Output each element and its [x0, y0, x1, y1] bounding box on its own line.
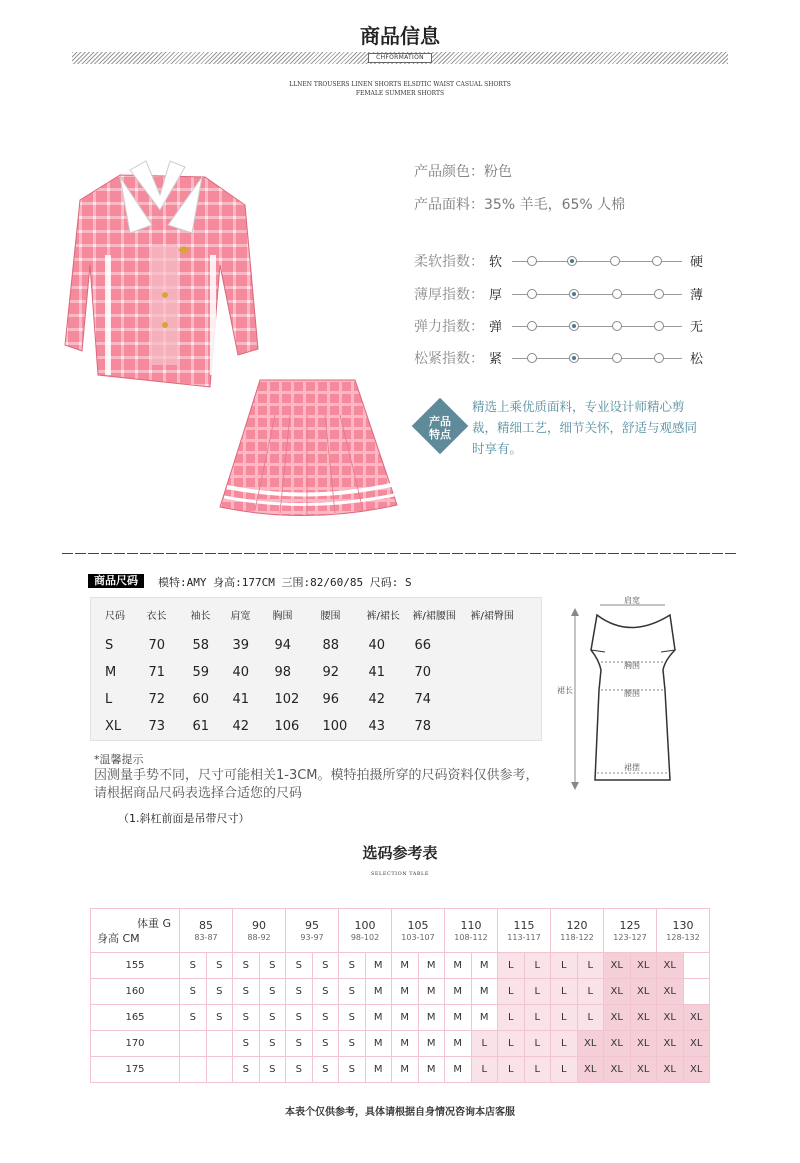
thickness-index — [414, 284, 714, 304]
size-cell: L — [524, 1031, 551, 1057]
index-high: 无 — [690, 320, 704, 335]
cell-size: M — [105, 665, 117, 681]
size-cell: S — [259, 953, 286, 979]
index-dot — [652, 256, 662, 266]
index-dot — [654, 289, 664, 299]
size-cell: S — [339, 979, 366, 1005]
size-cell: S — [180, 953, 207, 979]
cell: 72 — [148, 692, 166, 708]
size-cell: XL — [657, 1005, 684, 1031]
tightness-index — [414, 348, 714, 368]
size-cell: M — [418, 953, 445, 979]
size-cell: M — [418, 979, 445, 1005]
size-cell: L — [551, 953, 578, 979]
size-cell: XL — [657, 1057, 684, 1083]
size-cell — [683, 979, 710, 1005]
weight-header — [657, 909, 710, 953]
cell: 42 — [232, 719, 250, 735]
cell — [467, 659, 542, 686]
height-value: 175 — [91, 1057, 180, 1083]
size-cell: M — [445, 1057, 472, 1083]
size-cell: M — [365, 1031, 392, 1057]
cell: 40 — [368, 637, 386, 653]
index-dot — [610, 256, 620, 266]
size-cell — [180, 1057, 207, 1083]
index-scale — [512, 256, 682, 266]
size-cell: L — [524, 953, 551, 979]
index-low: 厚 — [489, 288, 503, 303]
selection-row — [91, 979, 710, 1005]
size-cell — [206, 1057, 233, 1083]
product-skirt-image — [215, 375, 400, 525]
size-cell: XL — [630, 953, 657, 979]
cell: 40 — [232, 665, 250, 681]
table-row — [91, 713, 542, 740]
index-dot — [654, 321, 664, 331]
weight-value: 95 — [305, 918, 319, 932]
feature-description: 精选上乘优质面料，专业设计师精心剪裁，精细工艺，细节关怀，舒适与观感同时享有。 — [472, 399, 698, 456]
size-section-tag: 商品尺码 — [88, 574, 144, 588]
cell: 100 — [322, 719, 348, 735]
header-subtitle — [0, 80, 800, 98]
header-subtitle-line-2: FEMALE SUMMER SHORTS — [355, 90, 445, 97]
size-cell: L — [551, 1005, 578, 1031]
size-cell: S — [286, 979, 313, 1005]
size-cell: L — [498, 1005, 525, 1031]
weight-range: 83-87 — [194, 932, 218, 942]
elasticity-index — [414, 316, 714, 336]
index-dot — [527, 321, 537, 331]
selection-row — [91, 1057, 710, 1083]
size-cell: M — [365, 979, 392, 1005]
index-dot — [612, 289, 622, 299]
size-cell: S — [312, 1057, 339, 1083]
size-cell: S — [259, 1005, 286, 1031]
size-cell: S — [312, 953, 339, 979]
size-cell: XL — [657, 979, 684, 1005]
cell: 66 — [414, 637, 432, 653]
size-cell: XL — [577, 1031, 604, 1057]
size-cell: S — [339, 1031, 366, 1057]
size-cell: L — [524, 1057, 551, 1083]
size-cell — [206, 1031, 233, 1057]
col-header: 裤/裙腰围 — [412, 611, 456, 623]
index-dot — [527, 353, 537, 363]
size-cell: S — [233, 953, 260, 979]
size-cell: S — [312, 1005, 339, 1031]
size-cell — [180, 1031, 207, 1057]
cell: 102 — [274, 692, 300, 708]
index-dot — [612, 321, 622, 331]
size-cell: M — [418, 1005, 445, 1031]
size-cell: S — [259, 979, 286, 1005]
weight-header — [392, 909, 445, 953]
weight-range: 128-132 — [666, 932, 700, 942]
size-cell: S — [233, 1005, 260, 1031]
size-cell: S — [233, 1057, 260, 1083]
section-divider — [62, 553, 738, 554]
index-scale — [512, 321, 682, 331]
size-cell: M — [445, 1031, 472, 1057]
size-cell: S — [286, 1057, 313, 1083]
weight-header — [233, 909, 286, 953]
index-high: 松 — [690, 352, 704, 367]
weight-range: 108-112 — [454, 932, 488, 942]
size-cell: L — [471, 1031, 498, 1057]
weight-range: 88-92 — [247, 932, 271, 942]
size-cell: XL — [604, 1031, 631, 1057]
size-cell: S — [259, 1057, 286, 1083]
size-cell: S — [312, 979, 339, 1005]
index-dot — [527, 256, 537, 266]
weight-value: 90 — [252, 918, 266, 932]
softness-index — [414, 251, 714, 271]
col-header: 裤/裙臀围 — [470, 611, 514, 623]
cell-size: L — [105, 692, 113, 708]
size-cell: XL — [630, 1005, 657, 1031]
size-cell: M — [392, 1057, 419, 1083]
height-value: 160 — [91, 979, 180, 1005]
size-cell: S — [312, 1031, 339, 1057]
size-cell: XL — [604, 1057, 631, 1083]
col-header: 腰围 — [320, 611, 341, 623]
size-cell: L — [551, 1057, 578, 1083]
index-high: 硬 — [690, 255, 704, 270]
height-value: 155 — [91, 953, 180, 979]
size-cell: S — [206, 953, 233, 979]
cell: 60 — [192, 692, 210, 708]
size-cell: XL — [577, 1057, 604, 1083]
weight-range: 113-117 — [507, 932, 541, 942]
index-label: 弹力指数： — [414, 319, 484, 335]
page-title: 商品信息 — [360, 24, 440, 48]
cell-size: S — [105, 637, 114, 653]
product-jacket-image — [60, 155, 265, 395]
cell: 58 — [192, 637, 210, 653]
index-scale — [512, 289, 682, 299]
weight-value: 120 — [566, 918, 588, 932]
size-cell: L — [471, 1057, 498, 1083]
cell: 71 — [148, 665, 166, 681]
size-cell: L — [524, 979, 551, 1005]
table-row — [91, 686, 542, 713]
weight-value: 110 — [460, 918, 482, 932]
size-cell: M — [365, 1005, 392, 1031]
cell — [467, 632, 542, 659]
table-row — [91, 632, 542, 659]
size-cell — [683, 953, 710, 979]
size-cell: S — [233, 979, 260, 1005]
col-header: 胸围 — [272, 611, 293, 623]
cell: 43 — [368, 719, 386, 735]
size-cell: M — [445, 979, 472, 1005]
weight-range: 118-122 — [560, 932, 594, 942]
size-cell: M — [445, 1005, 472, 1031]
col-header: 肩宽 — [230, 611, 251, 623]
index-dot-selected — [569, 289, 579, 299]
tip-title: *温馨提示 — [94, 753, 144, 766]
size-cell: S — [339, 1057, 366, 1083]
height-value: 170 — [91, 1031, 180, 1057]
corner-height: 身高 CM — [97, 932, 140, 945]
tip-note: （1.斜杠前面是吊带尺寸） — [118, 812, 250, 825]
index-dot-selected — [569, 353, 579, 363]
cell: 70 — [414, 665, 432, 681]
cell: 61 — [192, 719, 210, 735]
index-low: 紧 — [489, 352, 503, 367]
col-header: 袖长 — [190, 611, 211, 623]
selection-footer: 本表个仅供参考，具体请根据自身情况咨询本店客服 — [285, 1107, 515, 1118]
weight-header — [445, 909, 498, 953]
size-cell: M — [365, 1057, 392, 1083]
size-cell: XL — [683, 1005, 710, 1031]
cell: 73 — [148, 719, 166, 735]
size-cell: L — [577, 953, 604, 979]
corner-weight: 体重 G — [136, 917, 171, 930]
index-dot-selected — [567, 256, 577, 266]
label-chest: 胸围 — [624, 661, 640, 670]
col-header: 裤/裙长 — [366, 611, 400, 623]
size-cell: S — [339, 953, 366, 979]
table-row — [91, 659, 542, 686]
index-low: 弹 — [489, 320, 503, 335]
selection-subtitle: SELECTION TABLE — [370, 871, 430, 877]
weight-range: 103-107 — [401, 932, 435, 942]
size-cell: M — [392, 1031, 419, 1057]
weight-range: 123-127 — [613, 932, 647, 942]
cell: 39 — [232, 637, 250, 653]
height-value: 165 — [91, 1005, 180, 1031]
size-cell: XL — [604, 953, 631, 979]
measurement-diagram — [555, 590, 715, 790]
size-table-header — [91, 598, 542, 632]
label-hem: 裙摆 — [624, 763, 640, 772]
corner-cell — [91, 909, 180, 953]
cell: 106 — [274, 719, 300, 735]
size-cell: L — [498, 1057, 525, 1083]
size-cell: M — [471, 953, 498, 979]
size-cell: S — [206, 979, 233, 1005]
product-color: 产品颜色：粉色 — [414, 164, 512, 180]
cell: 96 — [322, 692, 340, 708]
cell-size: XL — [105, 719, 122, 735]
weight-header — [498, 909, 551, 953]
index-dot — [654, 353, 664, 363]
selection-table — [90, 908, 710, 1083]
index-low: 软 — [489, 255, 503, 270]
label-waist: 腰围 — [624, 689, 640, 698]
index-dot-selected — [569, 321, 579, 331]
index-label: 松紧指数： — [414, 351, 484, 367]
size-cell: XL — [630, 979, 657, 1005]
size-cell: XL — [604, 1005, 631, 1031]
index-dot — [527, 289, 537, 299]
size-cell: M — [365, 953, 392, 979]
selection-row — [91, 1005, 710, 1031]
cell: 41 — [368, 665, 386, 681]
feature-badge-label — [414, 415, 466, 441]
size-cell: XL — [657, 1031, 684, 1057]
size-cell: L — [551, 1031, 578, 1057]
cell: 41 — [232, 692, 250, 708]
size-cell: M — [471, 1005, 498, 1031]
size-cell: M — [471, 979, 498, 1005]
weight-value: 115 — [513, 918, 535, 932]
label-shoulder: 肩宽 — [624, 596, 640, 605]
size-cell: XL — [630, 1057, 657, 1083]
weight-value: 105 — [407, 918, 429, 932]
size-cell: S — [233, 1031, 260, 1057]
size-cell: L — [498, 979, 525, 1005]
size-cell: M — [418, 1031, 445, 1057]
size-cell: S — [180, 979, 207, 1005]
cell — [467, 713, 542, 740]
weight-header — [551, 909, 604, 953]
cell: 70 — [148, 637, 166, 653]
size-cell: S — [286, 1005, 313, 1031]
index-scale — [512, 353, 682, 363]
size-cell: M — [418, 1057, 445, 1083]
weight-range: 98-102 — [350, 932, 380, 942]
size-cell: XL — [683, 1057, 710, 1083]
size-cell: XL — [630, 1031, 657, 1057]
index-high: 薄 — [690, 288, 704, 303]
weight-value: 100 — [354, 918, 376, 932]
size-cell: S — [180, 1005, 207, 1031]
product-fabric: 产品面料：35% 羊毛，65% 人棉 — [414, 197, 626, 213]
size-cell: S — [339, 1005, 366, 1031]
weight-header — [339, 909, 392, 953]
header-badge: CHFORMATION — [368, 53, 432, 63]
size-cell: M — [392, 1005, 419, 1031]
size-cell: M — [392, 953, 419, 979]
size-table — [90, 597, 542, 741]
size-cell: L — [524, 1005, 551, 1031]
size-cell: S — [259, 1031, 286, 1057]
size-cell: S — [286, 953, 313, 979]
selection-header-row — [91, 909, 710, 953]
cell: 92 — [322, 665, 340, 681]
size-cell: S — [286, 1031, 313, 1057]
weight-header — [180, 909, 233, 953]
feature-badge-line-2: 特点 — [429, 428, 451, 441]
feature-badge-line-1: 产品 — [429, 415, 451, 428]
cell — [467, 686, 542, 713]
tip-body: 因测量手势不同，尺寸可能相关1-3CM。模特拍摄所穿的尺码资料仅供参考，请根据商品尺码表选择合适您的尺码 — [94, 768, 539, 801]
col-header: 衣长 — [146, 611, 167, 623]
weight-header — [286, 909, 339, 953]
size-cell: L — [577, 979, 604, 1005]
weight-header — [604, 909, 657, 953]
model-info: 模特:AMY 身高:177CM 三围:82/60/85 尺码: S — [158, 576, 412, 589]
selection-row — [91, 1031, 710, 1057]
cell: 78 — [414, 719, 432, 735]
weight-value: 85 — [199, 918, 213, 932]
weight-range: 93-97 — [300, 932, 324, 942]
selection-title: 选码参考表 — [362, 844, 438, 862]
size-cell: M — [392, 979, 419, 1005]
weight-value: 125 — [619, 918, 641, 932]
size-cell: L — [551, 979, 578, 1005]
size-cell: S — [206, 1005, 233, 1031]
cell: 59 — [192, 665, 210, 681]
cell: 42 — [368, 692, 386, 708]
header-subtitle-line-1: LLNEN TROUSERS LINEN SHORTS ELSDTIC WAIST CASUAL SHORTS — [289, 81, 511, 88]
selection-row — [91, 953, 710, 979]
cell: 88 — [322, 637, 340, 653]
size-cell: L — [498, 1031, 525, 1057]
col-header: 尺码 — [105, 611, 125, 623]
index-dot — [612, 353, 622, 363]
weight-value: 130 — [672, 918, 694, 932]
size-cell: XL — [683, 1031, 710, 1057]
size-cell: XL — [657, 953, 684, 979]
label-length: 裙长 — [557, 686, 573, 695]
index-label: 柔软指数： — [414, 254, 484, 270]
index-label: 薄厚指数： — [414, 287, 484, 303]
cell: 74 — [414, 692, 432, 708]
size-cell: M — [445, 953, 472, 979]
cell: 98 — [274, 665, 292, 681]
size-cell: L — [498, 953, 525, 979]
cell: 94 — [274, 637, 292, 653]
size-cell: XL — [604, 979, 631, 1005]
size-cell: L — [577, 1005, 604, 1031]
